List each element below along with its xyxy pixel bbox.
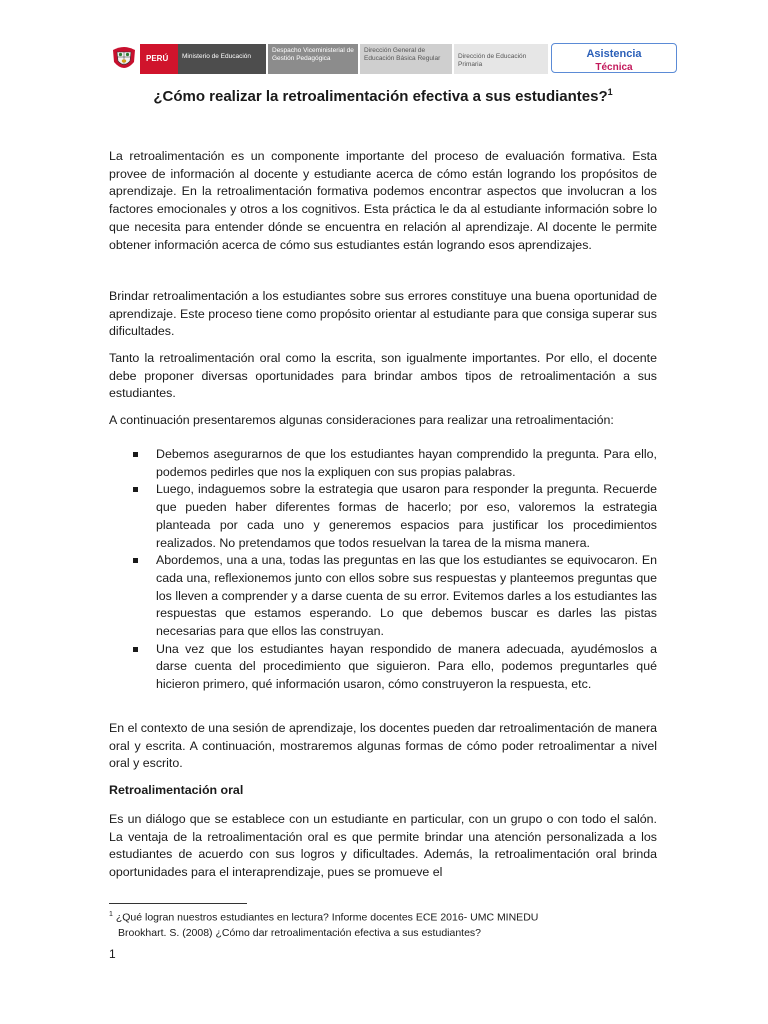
footnote-divider [109,903,247,904]
list-item-text: Abordemos, una a una, todas las preguntas en las que los estudiantes se equivocaron. En cada una, reflexionemos junto con ellos sobre sus respuestas y planteemos preguntas que los lleven a comprender y a darse cuenta de su error. Evitemos darles a los estudiantes las respuestas que estamos esperando. Lo que debemos buscar es darles las pistas necesarias para que ellos las construyan. [156,553,657,639]
bullet-square-icon [133,487,138,492]
footnote-mark: 1 [109,911,113,918]
paragraph-2: Brindar retroalimentación a los estudiantes sobre sus errores constituye una buena oportunidad de aprendizaje. Este proceso tiene como propósito orientar al estudiante para que consiga superar sus dificultades. [109,289,657,339]
direccion-general-label: Dirección General de Educación Básica Regular [360,44,452,74]
bullet-square-icon [133,647,138,652]
peru-coat-of-arms-icon [110,44,138,74]
badge-line-2: Técnica [595,62,633,73]
list-item [109,481,657,552]
ministerio-label: Ministerio de Educación [178,44,266,74]
viceministerio-label: Despacho Viceministerial de Gestión Pedagógica [268,44,358,74]
footnote [109,907,669,941]
badge-line-1: Asistencia [586,48,642,60]
list-item-text: Luego, indaguemos sobre la estrategia que usaron para responder la pregunta. Recuerde que pueden haber diferentes formas de hacerlo; por eso, valoremos la estrategia planteada por cada uno y generemos espacios para justificar los procedimientos realizados. No pretendamos que todos resuelvan la tarea de la misma manera. [156,482,657,550]
asistencia-tecnica-badge [551,43,677,73]
section-paragraph: Es un diálogo que se establece con un estudiante en particular, con un grupo o con todo el salón. La ventaja de la retroalimentación oral es que permite brindar una atención personalizada a los estudiantes de acuerdo con sus logros y dificultades. Además, la retroalimentación oral brinda oportunidades para el interaprendizaje, pues se promueve el [109,812,657,880]
title-text: ¿Cómo realizar la retroalimentación efectiva a sus estudiantes? [153,88,608,105]
list-item-text: Debemos asegurarnos de que los estudiantes hayan comprendido la pregunta. Para ello, podemos pedirles que nos la expliquen con sus propias palabras. [156,447,657,479]
paragraph-4: A continuación presentaremos algunas consideraciones para realizar una retroalimentación: [109,413,614,427]
list-item [109,552,657,641]
bullet-square-icon [133,452,138,457]
paragraph-3: Tanto la retroalimentación oral como la escrita, son igualmente importantes. Por ello, el docente debe proponer diversas oportunidades para brindar ambos tipos de retroalimentación a sus estudiantes. [109,351,657,401]
page-header [108,43,678,75]
paragraph-context: En el contexto de una sesión de aprendizaje, los docentes pueden dar retroalimentación de manera oral y escrita. A continuación, mostraremos algunas formas de cómo poder retroalimentar a nivel oral y escrito. [109,721,657,771]
peru-label: PERÚ [140,44,178,74]
title-footnote-mark: 1 [607,87,613,97]
document-title [108,87,658,105]
footnote-line-1: ¿Qué logran nuestros estudiantes en lectura? Informe docentes ECE 2016- UMC MINEDU [112,911,539,924]
paragraph-1: La retroalimentación es un componente importante del proceso de evaluación formativa. Esta provee de información al docente y estudiante acerca de cómo están logrando los propósitos de aprendizaje. En la retroalimentación formativa podemos encontrar aspectos que involucran a los factores emocionales y otros a los cognitivos. Esta práctica le da al estudiante información sobre lo que necesita para entender dónde se encuentra en relación al aprendizaje. Al docente le permite obtener información acerca de cómo sus estudiantes están logrando esos aprendizajes. [109,149,657,252]
considerations-list [109,446,657,694]
list-item [109,641,657,694]
page-number: 1 [109,947,116,961]
footnote-line-2: Brookhart. S. (2008) ¿Cómo dar retroalimentación efectiva a sus estudiantes? [118,926,482,939]
bullet-square-icon [133,558,138,563]
list-item-text: Una vez que los estudiantes hayan respondido de manera adecuada, ayudémoslos a darse cuenta del procedimiento que siguieron. Para ello, podemos preguntarles qué hicieron primero, qué información usaron, cómo construyeron la respuesta, etc. [156,641,657,692]
section-heading: Retroalimentación oral [109,783,244,797]
list-item [109,446,657,481]
direccion-primaria-label: Dirección de Educación Primaria [454,44,548,74]
